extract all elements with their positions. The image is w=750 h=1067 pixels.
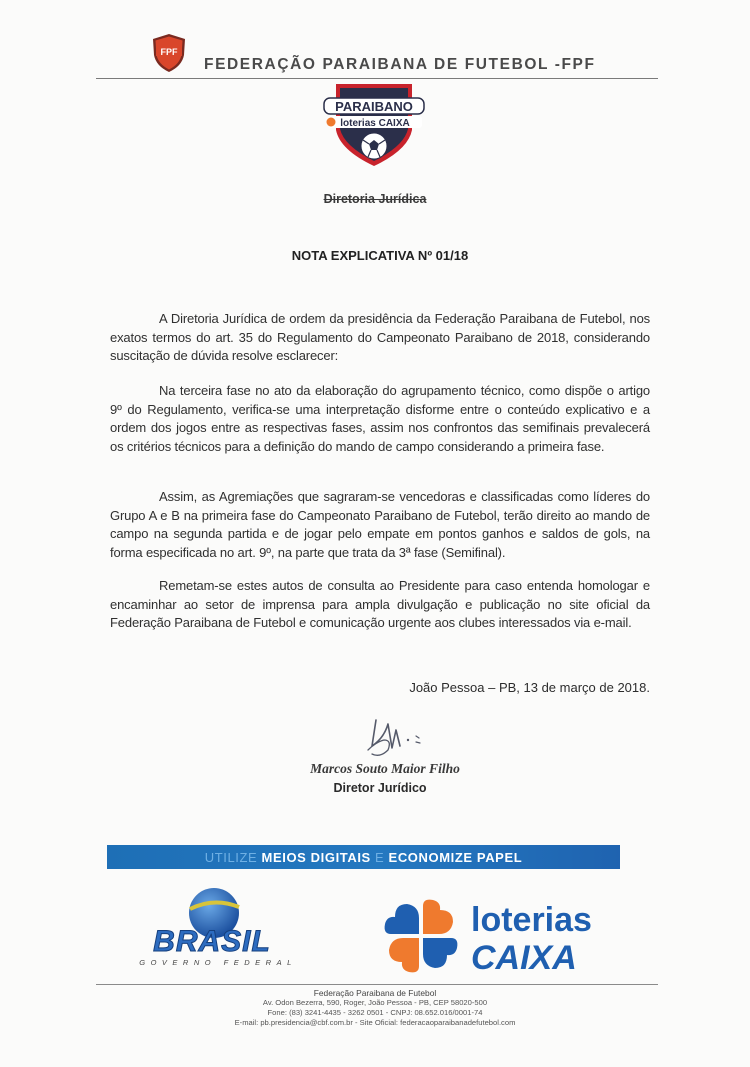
paraibano-loterias-caixa-logo: [318, 80, 430, 168]
signer-role: Diretor Jurídico: [333, 781, 427, 795]
footer-phones: Fone: (83) 3241-4435 - 3262 0501 - CNPJ: 08.652.016/0001-74: [267, 1008, 483, 1017]
footer-federation-name: Federação Paraibana de Futebol: [313, 988, 437, 998]
svg-text:loterias: loterias: [471, 901, 592, 939]
note-title: NOTA EXPLICATIVA Nº 01/18: [291, 248, 469, 263]
paragraph-3: Assim, as Agremiações que sagraram-se vencedoras e classificadas como líderes do Grupo A e B na primeira fase do Campeonato Paraibano de Futebol, terão direito ao mando de campo na segunda partida e de jogar pelo empate em pontos ganhos e saldos de gols, na forma especificada no art. 9º, na parte que trata da 3ª fase (Semifinal).: [110, 489, 650, 560]
handwritten-signature: [362, 716, 432, 762]
svg-text:GOVERNO FEDERAL: GOVERNO FEDERAL: [139, 958, 297, 967]
banner-phrase-digital: MEIOS DIGITAIS: [261, 849, 371, 865]
footer-divider: [96, 984, 658, 985]
footer-contact-block: [0, 988, 750, 1028]
place-and-date: João Pessoa – PB, 13 de março de 2018.: [409, 680, 650, 695]
signer-name: Marcos Souto Maior Filho: [310, 761, 460, 776]
banner-word-e: E: [375, 849, 385, 865]
footer-address: Av. Odon Bezerra, 590, Roger, João Pessoa - PB, CEP 58020-500: [262, 998, 488, 1007]
fpf-emblem-logo: [152, 33, 186, 73]
paragraph-1: A Diretoria Jurídica de ordem da presidência da Federação Paraibana de Futebol, nos exatos termos do art. 35 do Regulamento do Campeonato Paraibano de 2018, considerando suscitação de dúvida resolve esclarecer:: [110, 311, 650, 363]
svg-text:loterias CAIXA: loterias CAIXA: [340, 118, 410, 129]
loterias-caixa-logo: [383, 898, 633, 974]
clover-icon: [385, 900, 458, 973]
paperless-banner: [107, 845, 620, 869]
svg-text:FPF: FPF: [160, 47, 178, 57]
svg-text:PARAIBANO: PARAIBANO: [335, 99, 413, 114]
federation-title: FEDERAÇÃO PARAIBANA DE FUTEBOL -FPF: [204, 56, 596, 73]
brasil-governo-federal-logo: [118, 885, 318, 970]
svg-text:BRASIL: BRASIL: [153, 925, 271, 958]
svg-text:CAIXA: CAIXA: [471, 939, 577, 974]
paragraph-2: Na terceira fase no ato da elaboração do agrupamento técnico, como dispõe o artigo 9º do Regulamento, verifica-se uma interpretação disforme entre o conteúdo explicativo e a ordem dos jogos entre as respectivas fases, assim nos confrontos das semifinais prevalecerá os critérios técnicos para a definição do mando de campo considerando a primeira fase.: [110, 383, 650, 454]
footer-email-site: E-mail: pb.presidencia@cbf.com.br - Site Oficial: federacaoparaibanadefutebol.com: [234, 1018, 516, 1027]
paragraph-4: Remetam-se estes autos de consulta ao Presidente para caso entenda homologar e encaminhar ao setor de imprensa para ampla divulgação e publicação no site oficial da Federação Paraibana de Futebol e comunicação urgente aos clubes interessados via e-mail.: [110, 578, 650, 630]
department-heading: Diretoria Jurídica: [323, 192, 427, 206]
banner-phrase-economize: ECONOMIZE PAPEL: [388, 849, 523, 865]
banner-word-utilize: UTILIZE: [204, 849, 258, 865]
header-divider: [96, 78, 658, 79]
